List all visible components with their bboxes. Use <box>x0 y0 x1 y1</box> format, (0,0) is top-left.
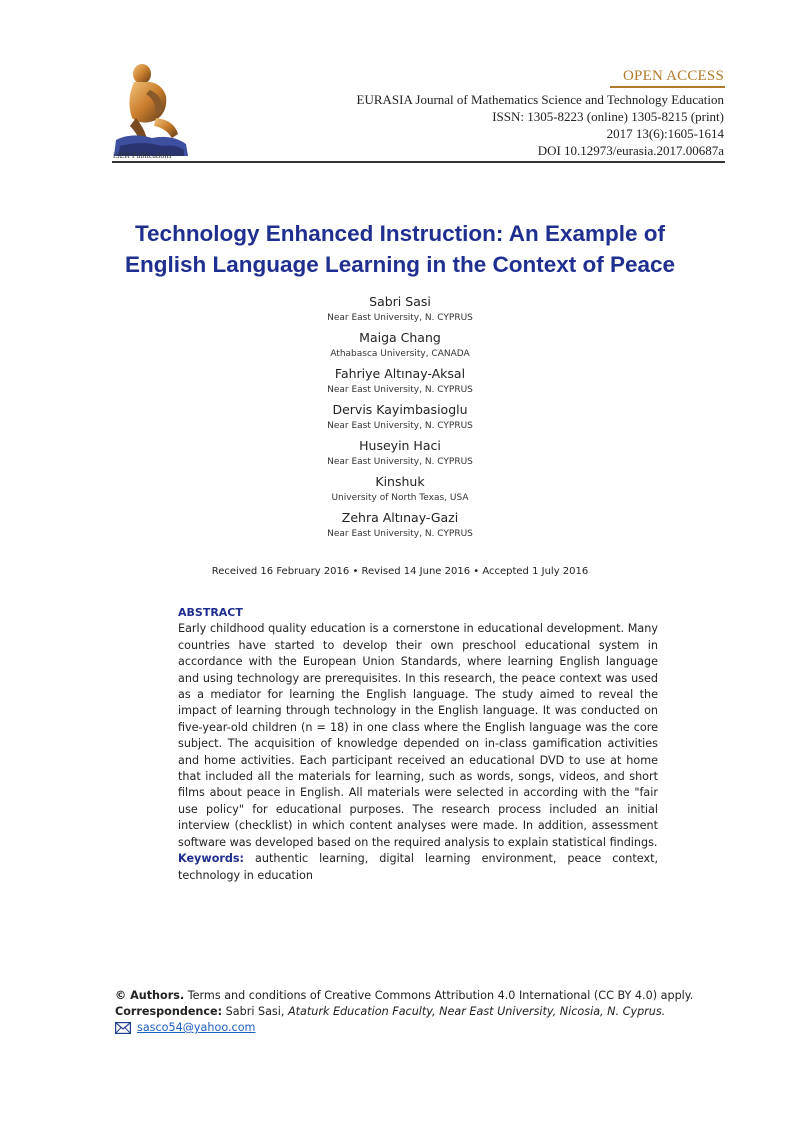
author-entry <box>0 436 800 469</box>
open-access-underline <box>610 86 725 88</box>
author-affiliation: Near East University, N. CYPRUS <box>327 457 473 467</box>
submission-dates: Received 16 February 2016 • Revised 14 June 2016 • Accepted 1 July 2016 <box>211 566 589 577</box>
journal-name: EURASIA Journal of Mathematics Science and Technology Education <box>356 92 724 107</box>
abstract-body: Early childhood quality education is a cornerstone in educational development. Many countries have started to develop their own preschool educational system in accordance with the European Union Standards, where learning English language and using technology are prerequisites. In this research, the peace context was used as a mediator for learning the English language. The study aimed to reveal the impact of learning through technology in the English language. It was conducted on five-year-old children (n = 18) in one class where the English language was the core subject. The acquisition of knowledge depended on in-class gamification activities and home activities. Each participant received an educational DVD to use at home that included all the materials for learning, such as words, songs, videos, and short films about peace in English. All materials were selected in according with the "fair use policy" for educational purposes. The research process included an initial interview (checklist) in which content analyses were made. In addition, assessment software was developed based on the required analysis to explain statistical findings. <box>178 622 658 849</box>
author-entry <box>0 328 800 361</box>
author-entry <box>0 400 800 433</box>
author-name: Fahriye Altınay-Aksal <box>334 366 466 381</box>
author-name: Dervis Kayimbasioglu <box>332 402 468 417</box>
keywords-text: authentic learning, digital learning environment, peace context, technology in education <box>178 852 659 882</box>
author-entry <box>0 508 800 541</box>
journal-doi: DOI 10.12973/eurasia.2017.00687a <box>537 143 724 158</box>
paper-title <box>60 218 740 280</box>
author-name: Maiga Chang <box>359 330 441 345</box>
copyright-text: Terms and conditions of Creative Commons Attribution 4.0 International (CC BY 4.0) apply. <box>187 989 694 1002</box>
email-row <box>115 1020 693 1036</box>
author-affiliation: Near East University, N. CYPRUS <box>327 385 473 395</box>
author-affiliation: University of North Texas, USA <box>331 493 469 503</box>
copyright-label: © Authors. <box>115 989 185 1002</box>
correspondence-name: Sabri Sasi, <box>225 1005 285 1018</box>
journal-volume: 2017 13(6):1605-1614 <box>606 126 724 141</box>
author-name: Zehra Altınay-Gazi <box>341 510 459 525</box>
header-divider <box>112 161 725 163</box>
author-affiliation: Athabasca University, CANADA <box>330 349 470 359</box>
thinker-statue-logo <box>112 60 192 162</box>
correspondence-label: Correspondence: <box>115 1005 223 1018</box>
copyright-line <box>115 988 693 1004</box>
footer-notes <box>115 988 693 1036</box>
author-entry <box>0 364 800 397</box>
open-access-label: OPEN ACCESS <box>623 68 724 84</box>
paper-title-line-1: Technology Enhanced Instruction: An Example of <box>134 221 666 246</box>
keywords-label: Keywords: <box>178 852 245 866</box>
journal-issn: ISSN: 1305-8223 (online) 1305-8215 (print) <box>492 109 724 124</box>
abstract-heading: ABSTRACT <box>178 606 243 619</box>
author-name: Sabri Sasi <box>369 294 431 309</box>
abstract-section <box>178 605 658 884</box>
envelope-icon <box>115 1022 131 1034</box>
author-name: Huseyin Haci <box>359 438 441 453</box>
author-affiliation: Near East University, N. CYPRUS <box>327 529 473 539</box>
correspondence-email-link[interactable]: sasco54@yahoo.com <box>137 1021 256 1034</box>
author-entry <box>0 472 800 505</box>
author-entry <box>0 292 800 325</box>
author-name: Kinshuk <box>375 474 425 489</box>
author-affiliation: Near East University, N. CYPRUS <box>327 421 473 431</box>
paper-title-line-2: English Language Learning in the Context of Peace <box>124 252 676 277</box>
correspondence-address: Ataturk Education Faculty, Near East University, Nicosia, N. Cyprus. <box>288 1005 666 1018</box>
author-list <box>0 292 800 544</box>
author-affiliation: Near East University, N. CYPRUS <box>327 313 473 323</box>
correspondence-line <box>115 1004 693 1020</box>
publisher-logo-caption: iSER Publications <box>113 151 172 160</box>
